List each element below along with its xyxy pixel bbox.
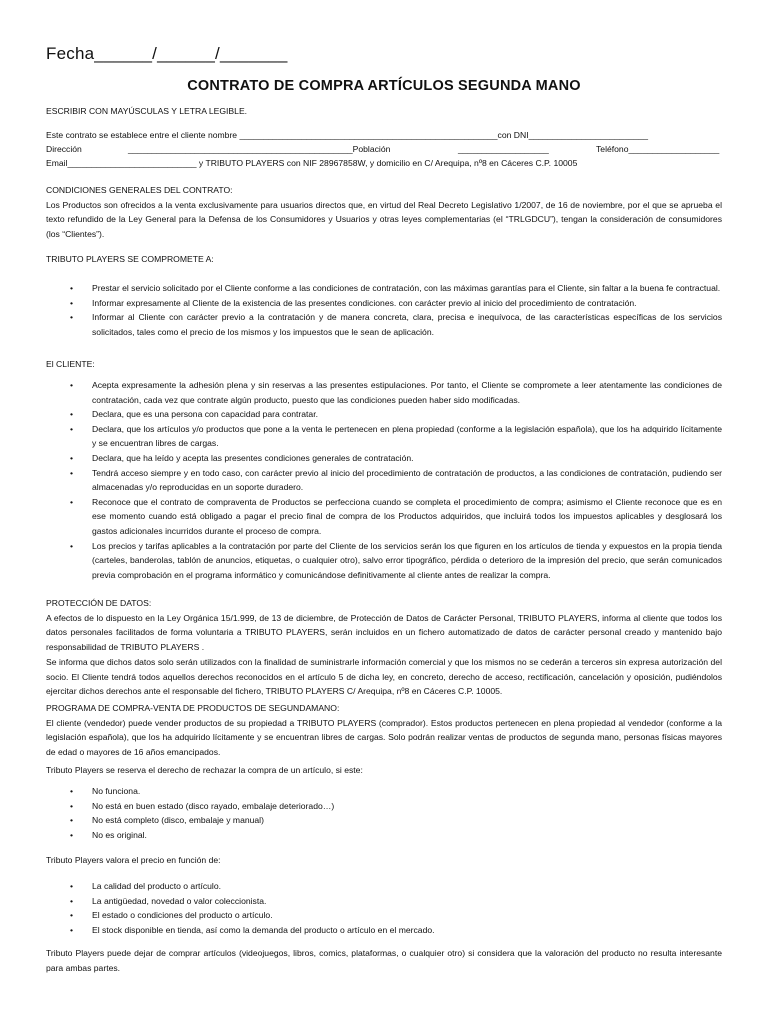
list-item: • Informar expresamente al Cliente de la existencia de las presentes condiciones. con carácter previo al inicio del procedimiento de contratación. [46,296,722,311]
bullet-icon: • [70,786,74,796]
list-item: • No está en buen estado (disco rayado, embalaje deteriorado…) [46,799,722,814]
list-item: • La antigüedad, novedad o valor coleccionista. [46,894,722,909]
bullet-icon: • [70,540,74,551]
address-field: _______________________________________________Población [128,144,391,154]
list-item: • No funciona. [46,784,722,799]
bullet-icon: • [70,895,74,906]
bullet-icon: • [70,829,74,840]
compromete-list [46,281,722,339]
section-compromete [46,252,722,267]
list-item: • Prestar el servicio solicitado por el Cliente conforme a las condiciones de contratación, con las máximas garantías para el Cliente, sin faltar a la buena fe contractual. [46,281,722,296]
condiciones-text: Los Productos son ofrecidos a la venta exclusivamente para usuarios directos que, en virtud del Real Decreto Legislativo 1/2007, de 16 de noviembre, por el que se aprueba el texto refundido de la Ley General para la Defensa de los Consumidores y Usuarios y otras leyes complementarias (el “TRLGDCU”), tengan la consideración de consumidores (los “Clientes”). [46,199,722,239]
list-item: • Informar al Cliente con carácter previo a la contratación y de manera concreta, clara, precisa e inequívoca, de las características específicas de los servicios solicitados, tales como el precio de los mismos y los impuestos que le sean de aplicación. [70,312,722,337]
bullet-icon: • [70,380,74,390]
bullet-icon: • [70,452,74,463]
bullet-icon: • [70,815,74,826]
programa-text: El cliente (vendedor) puede vender productos de su propiedad a TRIBUTO PLAYERS (comprador). Estos productos pertenecen en plena propiedad al vendedor (conforme a la legislación española), que los ha adquirido lícitamente y se encuentran libres de cargas. Solo podrán realizar ventas de productos de segunda mano, personas físicas mayores de edad o mayores de 16 años emancipados. [46,717,722,757]
rechazo-list [46,784,722,842]
cliente-heading: El CLIENTE: [46,359,95,369]
final-text: Tributo Players puede dejar de comprar artículos (videojuegos, libros, comics, plataformas, o cualquier otro) si considera que la valoración del producto no resulta interesante para ambas partes. [46,948,722,973]
bullet-icon: • [70,409,74,420]
city-field: ___________________ [458,144,549,154]
proteccion-text-2: Se informa que dichos datos solo serán utilizados con la finalidad de suministrarle información comercial y que los mismos no se cederán a terceros sin expresa autorización del socio. El Cliente tendrá todos aquellos derechos reconocidos en el artículo 5 de dicha ley, en concreto, derecho de acceso, rectificación, cancelación y oposición, pudiéndolos ejercitar dichos derechos ante el responsable del fichero, TRIBUTO PLAYERS C/ Arequipa, nº8 en Cáceres C.P. 10005. [46,657,722,697]
list-item: • Declara, que los artículos y/o productos que pone a la venta le pertenecen en plena propiedad (conforme a la legislación española), que los ha adquirido lícitamente y se encuentran libres de cargas. [70,423,722,449]
date-field: Fecha______/______/_______ [46,44,288,63]
list-item: • Reconoce que el contrato de compraventa de Productos se perfecciona cuando se completa el procedimiento de compra; asimismo el Cliente reconoce que es en ese momento cuando está obligado a pagar el precio final de compra de los Productos adquiridos, que incluirá todos los impuestos aplicables y desglosará los gastos adicionales incurridos durante el proceso de compra. [70,496,722,536]
list-item: • Declara, que es una persona con capacidad para contratar. [46,407,722,422]
address-label: Dirección [46,144,82,154]
rechazo-intro: Tributo Players se reserva el derecho de rechazar la compra de un artículo, si este: [46,765,363,775]
bullet-icon: • [70,283,74,293]
list-item: • Tendrá acceso siempre y en todo caso, con carácter previo al inicio del procedimiento de contratación de productos, a las condiciones de contratación, pudiendo ser almacenadas y/o reproducidas en un soporte duradero. [70,467,722,493]
bullet-icon: • [70,423,74,434]
proteccion-text-1: A efectos de lo dispuesto en la Ley Orgánica 15/1.999, de 13 de diciembre, de Protección de Datos de Carácter Personal, TRIBUTO PLAYERS, informa al cliente que todos los datos personales facilitados de forma voluntaria a TRIBUTO PLAYERS, serán incluidos en un fichero automatizado de datos de carácter personal creado y mantenido bajo responsabilidad de TRIBUTO PLAYERS . [46,612,722,652]
cliente-list [46,378,722,582]
instruction-text: ESCRIBIR CON MAYÚSCULAS Y LETRA LEGIBLE. [46,106,248,116]
page-title: CONTRATO DE COMPRA ARTÍCULOS SEGUNDA MANO [187,78,581,94]
list-item: • No está completo (disco, embalaje y manual) [46,813,722,828]
list-item: • No es original. [46,828,722,843]
compromete-heading: TRIBUTO PLAYERS SE COMPROMETE A: [46,254,214,264]
valora-intro: Tributo Players valora el precio en función de: [46,855,221,865]
list-item: • El estado o condiciones del producto o artículo. [46,908,722,923]
bullet-icon: • [70,881,74,891]
bullet-icon: • [70,312,74,323]
proteccion-heading: PROTECCIÓN DE DATOS: [46,598,152,608]
section-condiciones [46,183,722,241]
condiciones-heading: CONDICIONES GENERALES DEL CONTRATO: [46,185,233,195]
bullet-icon: • [70,467,74,478]
list-item: • Los precios y tarifas aplicables a la contratación por parte del Cliente de los servicios serán los que figuren en los artículos de tienda y expuestos en la propia tienda (carteles, banderolas, tablón de anuncios, etiquetas, o cualquier otro), salvo error tipográfico, pérdida o deterioro de la impresión del precio, que serán comunicados previa comprobación en el programa informático y comunicándose definitivamente al cliente antes de realizar la compra. [70,540,722,580]
form-line-client: Este contrato se establece entre el cliente nombre ______________________________________________________con DNI_________________________ [46,130,649,140]
valora-list [46,879,722,937]
list-item: • La calidad del producto o artículo. [46,879,722,894]
list-item: • Declara, que ha leído y acepta las presentes condiciones generales de contratación. [46,451,722,466]
phone-field: Teléfono___________________ [596,144,720,154]
bullet-icon: • [70,924,74,935]
bullet-icon: • [70,800,74,811]
bullet-icon: • [70,910,74,921]
list-item: • Acepta expresamente la adhesión plena y sin reservas a las presentes estipulaciones. Por tanto, el Cliente se compromete a leer atentamente las condiciones de contratación, cada vez que contrate algún producto, puesto que las condiciones pueden haber sido modificadas. [70,380,722,405]
bullet-icon: • [70,496,74,507]
list-item: • El stock disponible en tienda, así como la demanda del producto o artículo en el mercado. [46,923,722,938]
bullet-icon: • [70,297,74,308]
form-line-email: Email___________________________ y TRIBUTO PLAYERS con NIF 28967858W, y domicilio en C/ Arequipa, nº8 en Cáceres C.P. 10005 [46,158,578,168]
programa-heading: PROGRAMA DE COMPRA-VENTA DE PRODUCTOS DE SEGUNDAMANO: [46,703,340,713]
section-programa [46,701,722,759]
section-proteccion [46,596,722,654]
